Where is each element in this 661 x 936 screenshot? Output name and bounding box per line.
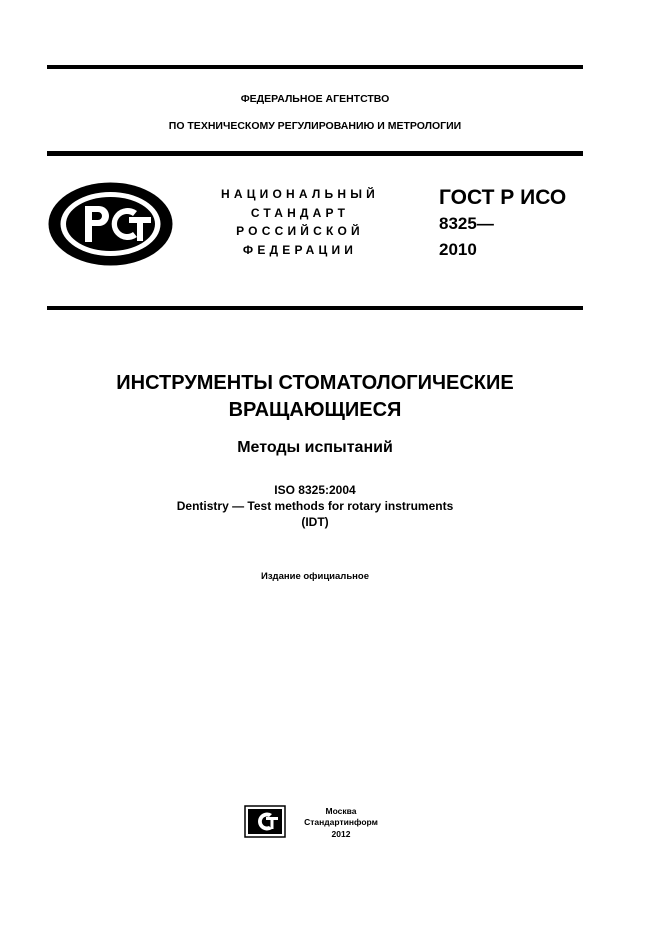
designation-line-2: 8325— [439, 214, 494, 233]
edition-note: Издание официальное [261, 571, 369, 582]
iso-equivalence: (IDT) [301, 515, 329, 529]
designation-line-3: 2010 [439, 240, 477, 259]
publisher-city: Москва [325, 806, 357, 816]
header-rule [47, 151, 583, 156]
publisher-year: 2012 [331, 829, 351, 839]
iso-code: ISO 8325:2004 [274, 483, 356, 497]
national-standard-line-3: РОССИЙСКОЙ [236, 224, 364, 238]
designation-line-1: ГОСТ Р ИСО [439, 186, 567, 209]
rst-emblem-icon [47, 181, 174, 267]
national-standard-line-4: ФЕДЕРАЦИИ [242, 243, 358, 257]
document-subtitle: Методы испытаний [237, 439, 393, 456]
top-rule [47, 65, 583, 69]
iso-english-title: Dentistry — Test methods for rotary instruments [176, 499, 454, 513]
national-standard-line-1: НАЦИОНАЛЬНЫЙ [220, 187, 380, 201]
agency-line-1: ФЕДЕРАЛЬНОЕ АГЕНТСТВО [240, 93, 390, 105]
national-standard-line-2: СТАНДАРТ [250, 206, 350, 220]
publisher-name: Стандартинформ [304, 817, 378, 827]
document-title-line-1: ИНСТРУМЕНТЫ СТОМАТОЛОГИЧЕСКИЕ [116, 372, 514, 394]
document-title-line-2: ВРАЩАЮЩИЕСЯ [228, 399, 402, 421]
agency-line-2: ПО ТЕХНИЧЕСКОМУ РЕГУЛИРОВАНИЮ И МЕТРОЛОГИИ [168, 120, 462, 132]
standartinform-logo-icon [244, 805, 286, 838]
designation-rule [47, 306, 583, 310]
